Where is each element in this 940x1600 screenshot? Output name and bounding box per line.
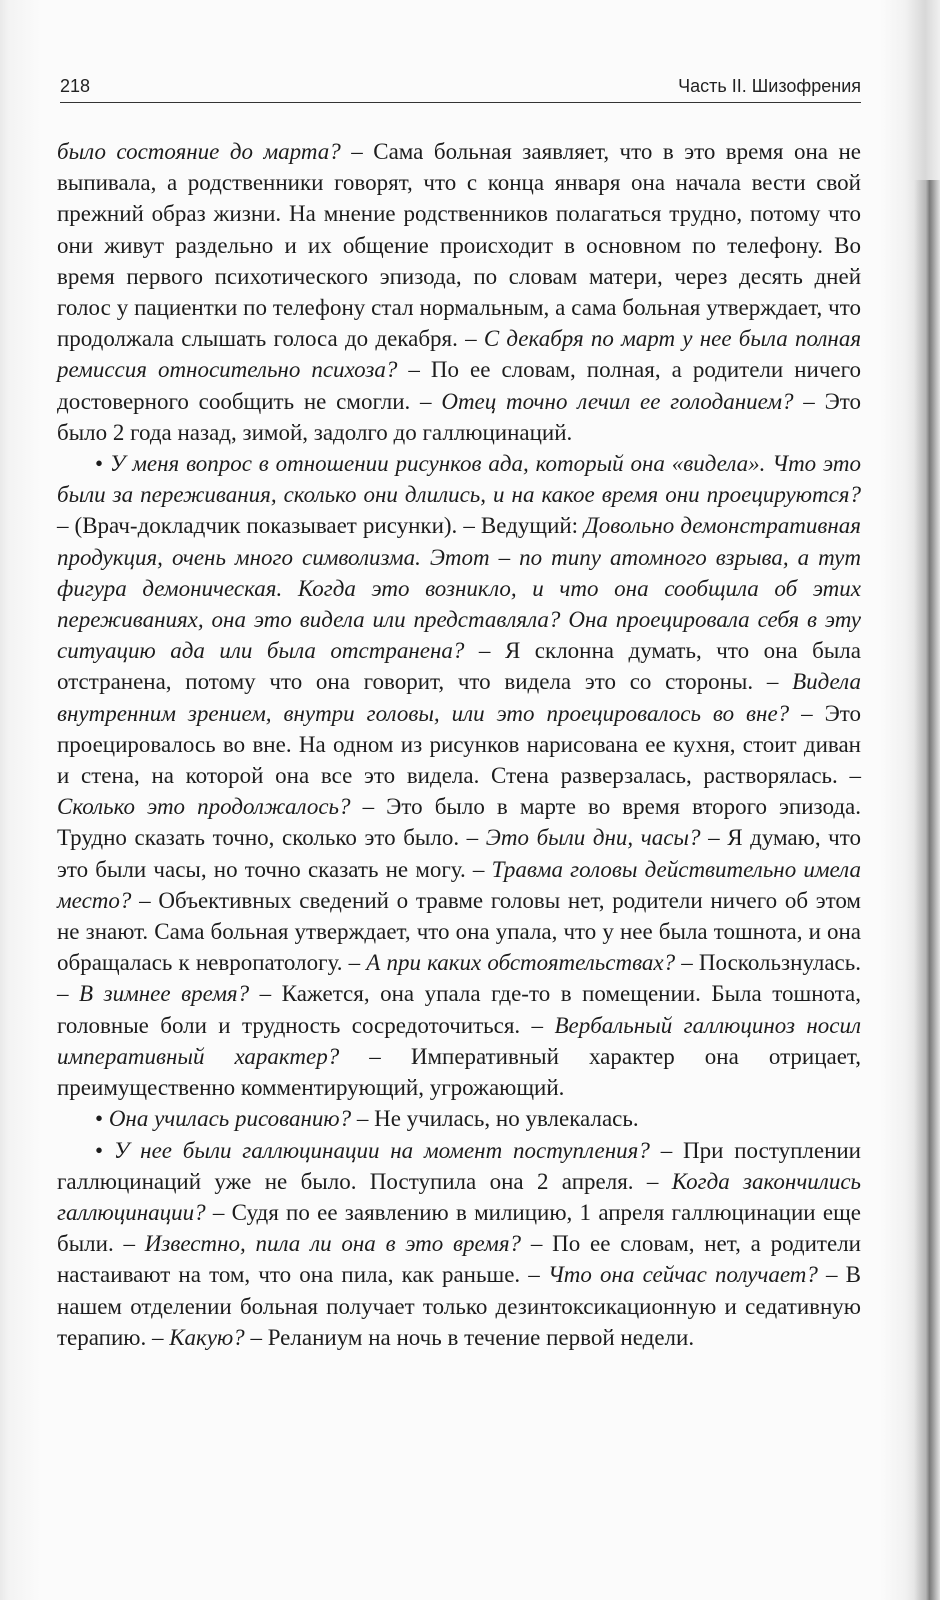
question-text: Какую? — [169, 1324, 251, 1350]
answer-text: – Я склонна думать, что она была отстранена, потому что она говорит, что видела это со стороны. – — [57, 638, 861, 695]
question-text: Что она сейчас получает? — [547, 1262, 827, 1288]
spine-shadow — [914, 180, 940, 1600]
answer-text: – Судя по ее заявлению в милицию, 1 апреля галлюцинации еще были. – — [57, 1199, 861, 1257]
answer-text: – По ее словам, полная, а родители ничего достоверного сообщить не смогли. – — [57, 357, 862, 414]
question-text: Известно, пила ли она в это время? — [144, 1231, 531, 1257]
answer-text: – Императивный характер она отрицает, преимущественно комментирующий, угрожающий. — [57, 1043, 862, 1101]
question-text: Сколько это продолжалось? — [57, 794, 363, 820]
answer-text: – Сама больная заявляет, что в это время она не выпивала, а родственники говорят, что с конца января она начала вести свой прежний образ жизни. На мнение родственников полагаться трудно, потому что они живут раздельно и их общение происходит в основном по телефону. Во время первого психотического эпизода, по словам матери, через десять дней голос у пациентки по телефону стал нормальным, а сама больная утверждает, что продолжала слышать голоса до декабря. – — [57, 139, 861, 352]
answer-text: – Это проецировалось во вне. На одном из рисунков нарисована ее кухня, стоит диван и стена, на которой она все это видела. Стена разверзалась, растворялась. – — [57, 700, 862, 789]
answer-text: • — [95, 451, 110, 477]
body-text — [57, 136, 861, 1353]
answer-text: – При поступлении галлюцинаций уже не было. Поступила она 2 апреля. – — [57, 1137, 861, 1194]
answer-text: – Я думаю, что это были часы, но точно сказать не могу. – — [57, 825, 861, 882]
answer-text: – Поскользнулась. – — [57, 950, 861, 1007]
question-text: А при каких обстоятельствах? — [366, 950, 682, 976]
answer-text: – Реланиум на ночь в течение первой недели. — [250, 1324, 695, 1350]
question-text: Когда закончились галлюцинации? — [57, 1168, 861, 1225]
paragraph — [57, 1103, 861, 1134]
answer-text: • — [95, 1137, 114, 1163]
paragraph — [57, 136, 861, 448]
question-text: С декабря по март у нее была полная ремиссия относительно психоза? — [57, 326, 862, 383]
answer-text: – Это было 2 года назад, зимой, задолго до галлюцинаций. — [57, 388, 861, 445]
section-title: Часть II. Шизофрения — [678, 76, 861, 96]
question-text: У нее были галлюцинации на момент поступления? — [113, 1137, 661, 1163]
answer-text: • — [95, 1106, 109, 1132]
question-text: Травма головы действительно имела место? — [57, 856, 861, 913]
answer-text: – Не училась, но увлекалась. — [356, 1106, 639, 1132]
answer-text: – Кажется, она упала где-то в помещении. Была тошнота, головные боли и трудность сосредоточиться. – — [57, 981, 861, 1038]
answer-text: – По ее словам, нет, а родители настаивают на том, что она пила, как раньше. – — [57, 1231, 861, 1288]
question-text: В зимнее время? — [79, 981, 260, 1007]
running-head — [60, 76, 861, 103]
question-text: было состояние до марта? — [57, 139, 352, 164]
question-text: Довольно демонстративная продукция, очень много символизма. Этот – по типу атомного взрыва, а тут фигура демоническая. Когда это возникло, и что она сообщила об этих переживаниях, она это видела или представляла? Она проецировала себя в эту ситуацию ада или была отстранена? — [57, 513, 861, 664]
answer-text: – (Врач-докладчик показывает рисунки). – Ведущий: — [57, 513, 585, 539]
question-text: Видела внутренним зрением, внутри головы, или это проецировалось во вне? — [57, 669, 861, 726]
answer-text: – В нашем отделении больная получает только дезинтоксикационную и седативную терапию. – — [57, 1262, 861, 1350]
question-text: Это были дни, часы? — [485, 825, 709, 851]
paragraph — [57, 448, 861, 1103]
question-text: Она училась рисованию? — [108, 1106, 357, 1132]
answer-text: – Объективных сведений о травме головы нет, родители ничего об этом не знают. Сама больная утверждает, что она упала, что у нее была тошнота, и она обращалась к невропатологу. – — [57, 887, 861, 976]
answer-text: – Это было в марте во время второго эпизода. Трудно сказать точно, сколько это было. – — [57, 794, 861, 851]
question-text: У меня вопрос в отношении рисунков ада, который она «видела». Что это были за переживания, сколько они длились, и на какое время они проецируются? — [57, 451, 861, 508]
question-text: Отец точно лечил ее голоданием? — [441, 388, 804, 414]
question-text: Вербальный галлюциноз носил императивный характер? — [57, 1012, 861, 1069]
paragraph — [57, 1135, 861, 1353]
page-number: 218 — [60, 76, 91, 96]
